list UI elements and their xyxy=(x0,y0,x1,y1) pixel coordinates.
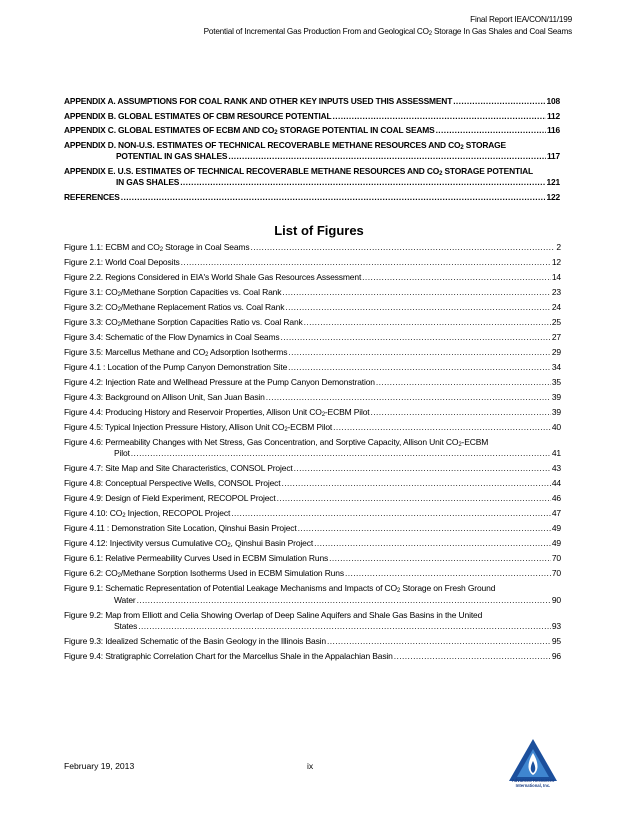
figure-entry-4-6[interactable]: Figure 4.6: Permeability Changes with Net Stress, Gas Concentration, and Sorptive Capacity, Allison Unit $CO_2$-ECBM Pilot ..... 41 xyxy=(64,437,561,460)
figure-entry-9-4[interactable]: Figure 9.4: Stratigraphic Correlation Chart for the Marcellus Shale in the Appalachian Basin ..... 96 xyxy=(64,651,561,663)
figure-entry-9-2[interactable]: Figure 9.2: Map from Elliott and Celia Showing Overlap of Deep Saline Aquifers and Shale Gas Basins in the United States ..... 93 xyxy=(64,610,561,633)
figure-entry-4-10[interactable]: Figure 4.10: $CO_2$ Injection, RECOPOL Project ..... 47 xyxy=(64,508,561,520)
figure-entry-2-1[interactable]: Figure 2.1: World Coal Deposits ..... 12 xyxy=(64,257,561,269)
figure-entry-4-7[interactable]: Figure 4.7: Site Map and Site Characteristics, CONSOL Project ..... 43 xyxy=(64,463,561,475)
figure-entry-4-12[interactable]: Figure 4.12: Injectivity versus Cumulative $CO_2$, Qinshui Basin Project ..... 49 xyxy=(64,538,561,550)
figure-entry-4-3[interactable]: Figure 4.3: Background on Allison Unit, San Juan Basin ..... 39 xyxy=(64,392,561,404)
table-of-contents xyxy=(64,96,560,206)
figure-entry-3-1[interactable]: Figure 3.1: $CO_2$/Methane Sorption Capacities vs. Coal Rank ..... 23 xyxy=(64,287,561,299)
figure-entry-4-5[interactable]: Figure 4.5: Typical Injection Pressure History, Allison Unit $CO_2$-ECBM Pilot ..... 40 xyxy=(64,422,561,434)
figure-entry-4-11[interactable]: Figure 4.11 : Demonstration Site Location, Qinshui Basin Project ..... 49 xyxy=(64,523,561,535)
figure-entry-4-1[interactable]: Figure 4.1 : Location of the Pump Canyon Demonstration Site ..... 34 xyxy=(64,362,561,374)
report-id: Final Report IEA/CON/11/199 xyxy=(470,15,572,24)
company-logo-text: Advanced Resources International, Inc. xyxy=(511,778,555,788)
footer-date: February 19, 2013 xyxy=(64,761,135,771)
figure-entry-3-4[interactable]: Figure 3.4: Schematic of the Flow Dynamics in Coal Seams ..... 27 xyxy=(64,332,561,344)
figure-entry-4-4[interactable]: Figure 4.4: Producing History and Reservoir Properties, Allison Unit $CO_2$-ECBM Pilot ..... 39 xyxy=(64,407,561,419)
toc-entry-appendix-c[interactable]: APPENDIX C. GLOBAL ESTIMATES OF ECBM AND $CO_2$ STORAGE POTENTIAL IN COAL SEAMS ..... 116 xyxy=(64,125,560,137)
toc-entry-appendix-b[interactable]: APPENDIX B. GLOBAL ESTIMATES OF CBM RESOURCE POTENTIAL ..... 112 xyxy=(64,111,560,123)
figure-entry-9-1[interactable]: Figure 9.1: Schematic Representation of Potential Leakage Mechanisms and Impacts of $CO_2$ Storage on Fresh Ground Water ..... 90 xyxy=(64,583,561,606)
figure-entry-6-1[interactable]: Figure 6.1: Relative Permeability Curves Used in ECBM Simulation Runs ..... 70 xyxy=(64,553,561,565)
figure-entry-3-2[interactable]: Figure 3.2: $CO_2$/Methane Replacement Ratios vs. Coal Rank ..... 24 xyxy=(64,302,561,314)
figure-entry-9-3[interactable]: Figure 9.3: Idealized Schematic of the Basin Geology in the Illinois Basin ..... 95 xyxy=(64,636,561,648)
figure-entry-4-9[interactable]: Figure 4.9: Design of Field Experiment, RECOPOL Project ..... 46 xyxy=(64,493,561,505)
figure-entry-4-8[interactable]: Figure 4.8: Conceptual Perspective Wells, CONSOL Project ..... 44 xyxy=(64,478,561,490)
figure-entry-3-3[interactable]: Figure 3.3: $CO_2$/Methane Sorption Capacities Ratio vs. Coal Rank ..... 25 xyxy=(64,317,561,329)
toc-entry-appendix-d[interactable]: APPENDIX D. NON-U.S. ESTIMATES OF TECHNICAL RECOVERABLE METHANE RESOURCES AND $CO_2$ STORAGE POTENTIAL IN GAS SHALES ..... 117 xyxy=(64,140,560,163)
figure-entry-1-1[interactable]: Figure 1.1: ECBM and $CO_2$ Storage in Coal Seams ..... 2 xyxy=(64,242,561,254)
toc-entry-appendix-a[interactable]: APPENDIX A. ASSUMPTIONS FOR COAL RANK AND OTHER KEY INPUTS USED THIS ASSESSMENT ..... 108 xyxy=(64,96,560,108)
figure-entry-2-2[interactable]: Figure 2.2. Regions Considered in EIA's World Shale Gas Resources Assessment ..... 14 xyxy=(64,272,561,284)
list-of-figures-heading: List of Figures xyxy=(274,223,364,238)
report-title: Potential of Incremental Gas Production From and Geological $CO_2$ Storage In Gas Shales and Coal Seams xyxy=(203,27,572,37)
figure-entry-6-2[interactable]: Figure 6.2: $CO_2$/Methane Sorption Isotherms Used in ECBM Simulation Runs ..... 70 xyxy=(64,568,561,580)
list-of-figures xyxy=(64,242,561,666)
page-number: ix xyxy=(307,761,314,771)
toc-entry-references[interactable]: REFERENCES ..... 122 xyxy=(64,192,560,204)
figure-entry-3-5[interactable]: Figure 3.5: Marcellus Methane and $CO_2$ Adsorption Isotherms ..... 29 xyxy=(64,347,561,359)
toc-entry-appendix-e[interactable]: APPENDIX E. U.S. ESTIMATES OF TECHNICAL RECOVERABLE METHANE RESOURCES AND $CO_2$ STORAGE POTENTIAL IN GAS SHALES ..... 121 xyxy=(64,166,560,189)
page-header xyxy=(204,14,572,38)
figure-entry-4-2[interactable]: Figure 4.2: Injection Rate and Wellhead Pressure at the Pump Canyon Demonstration ..... 35 xyxy=(64,377,561,389)
